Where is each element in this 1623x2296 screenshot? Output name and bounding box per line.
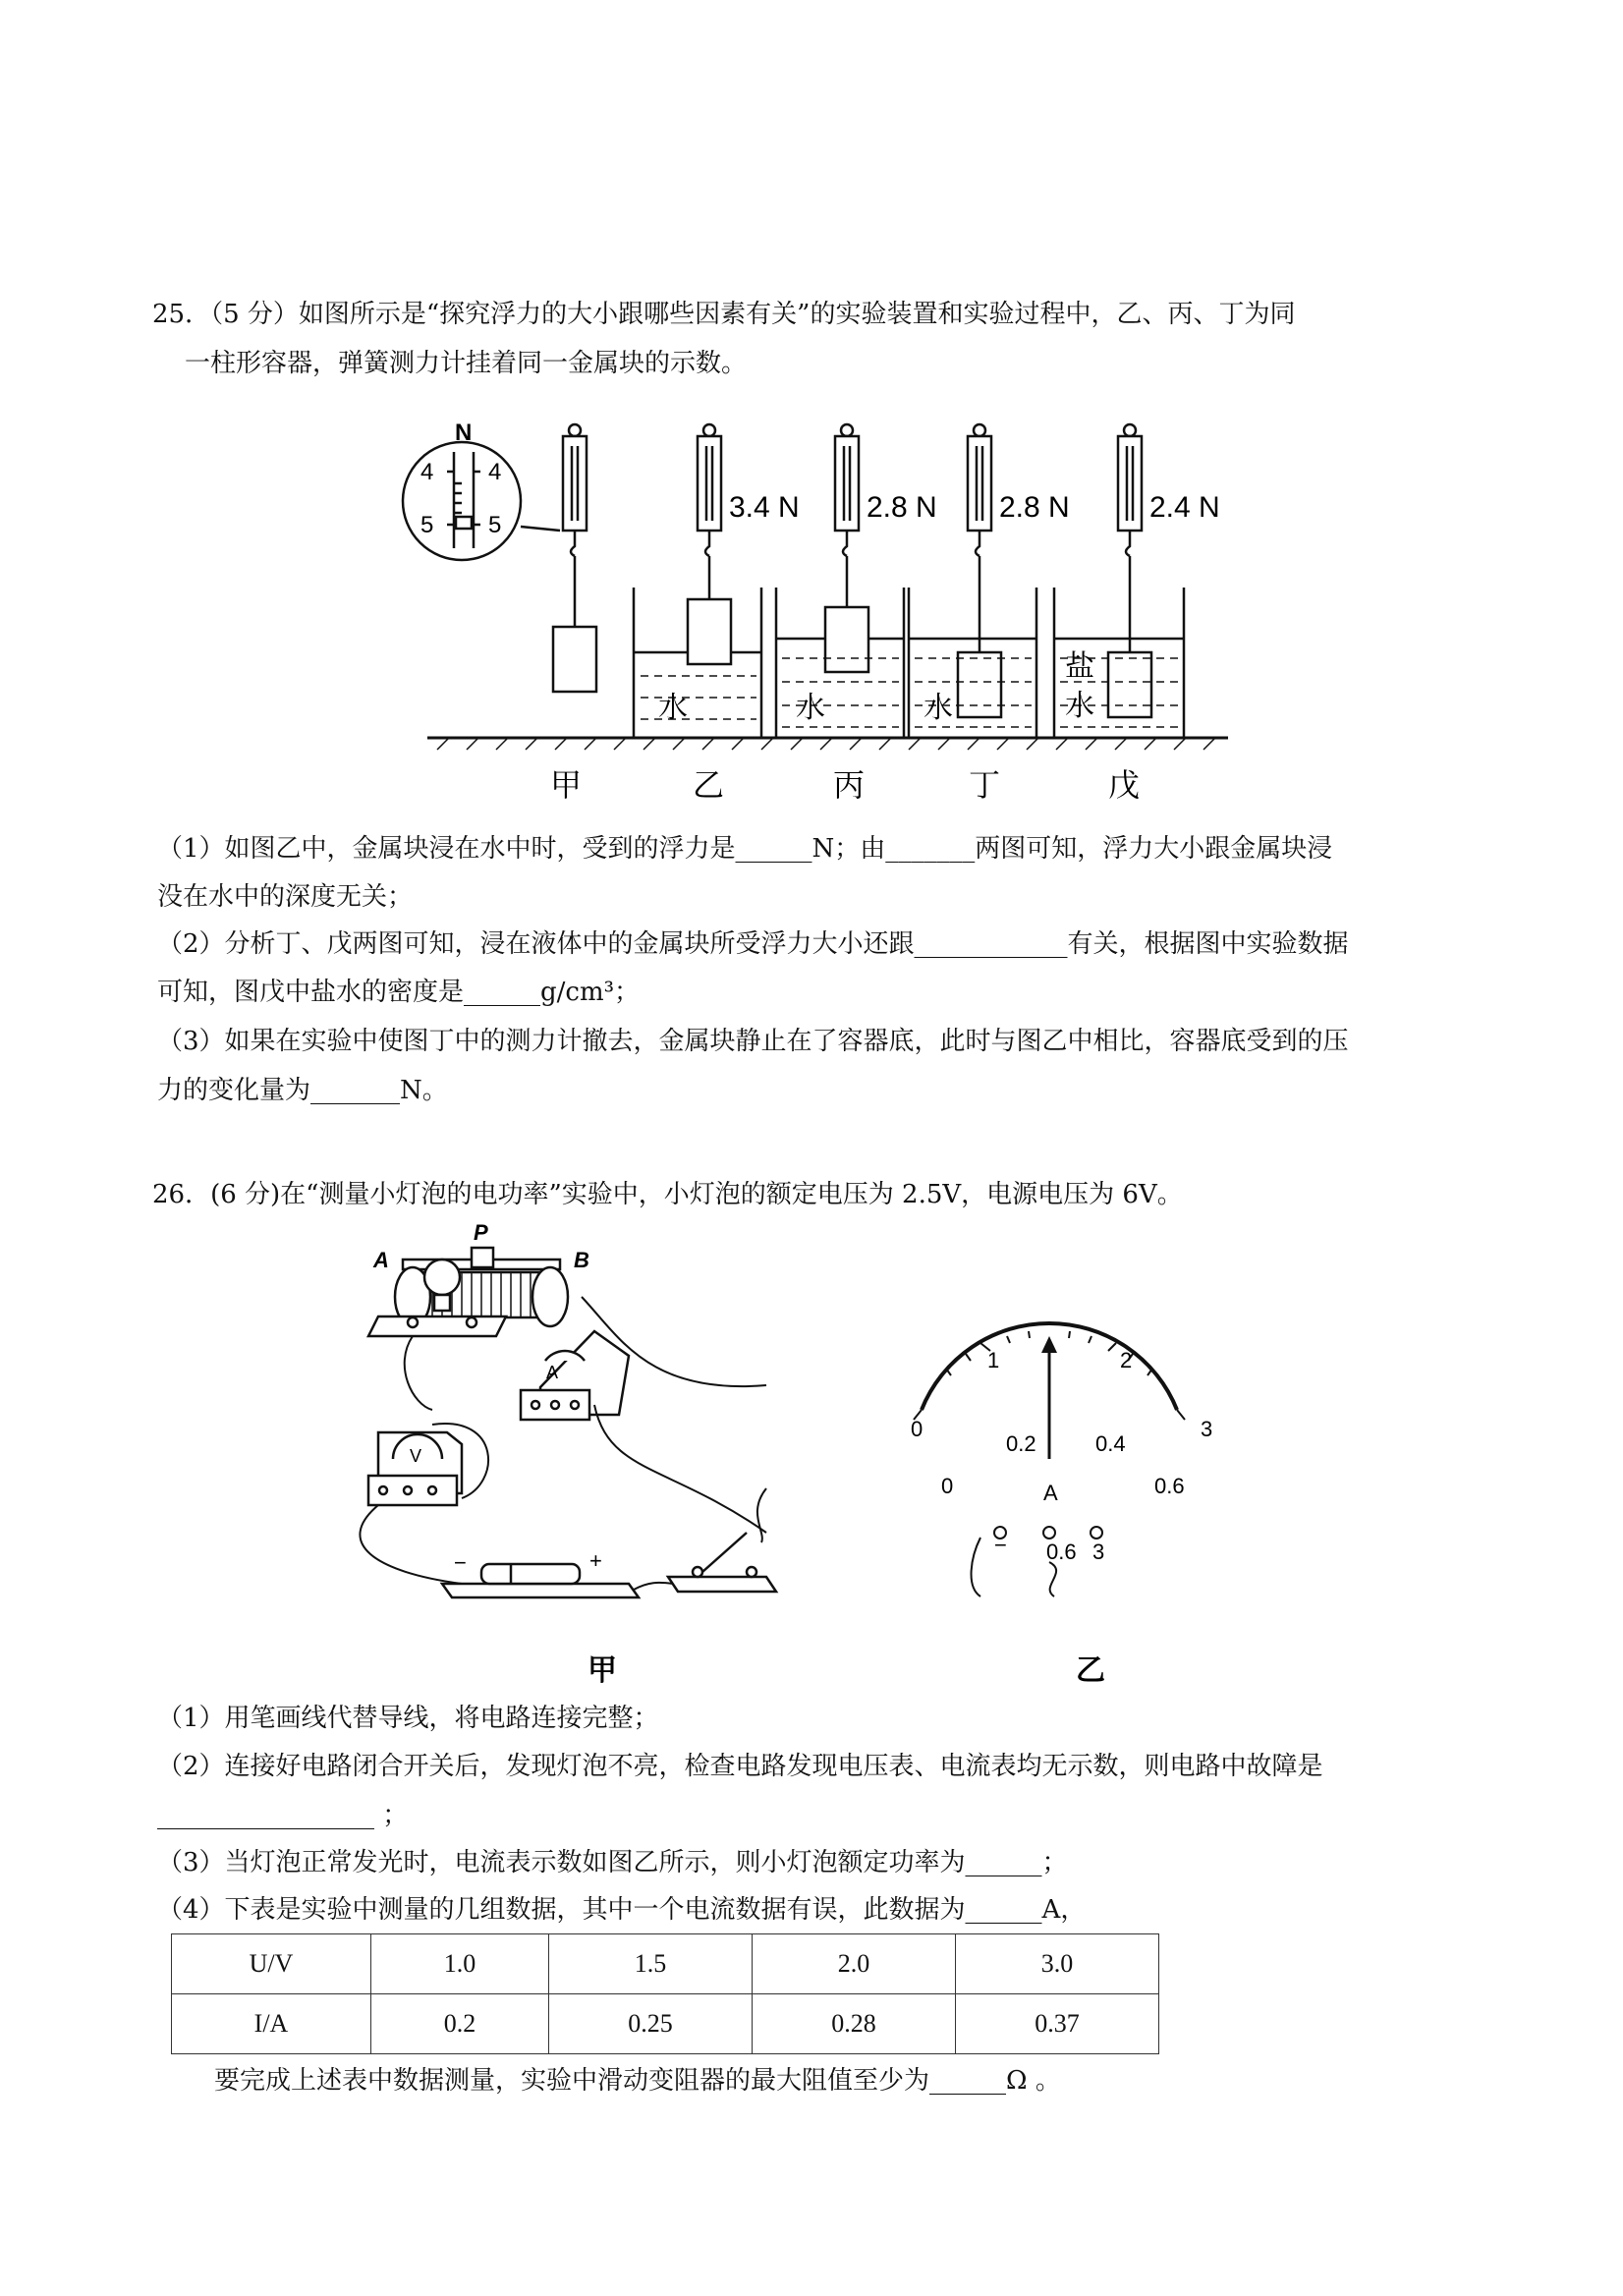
battery bbox=[442, 1564, 639, 1597]
reading-wu: 2.4 N bbox=[1149, 491, 1220, 524]
dial-terminal-3: 3 bbox=[1092, 1540, 1105, 1564]
label-yi: 乙 bbox=[693, 767, 725, 803]
q25-part1-line1: （1）如图乙中，金属块浸在水中时，受到的浮力是______N；由_______两图可知，浮力大小跟金属块浸 bbox=[157, 834, 1333, 864]
table-cell: 0.37 bbox=[956, 1994, 1159, 2054]
q25-part2-line1: （2）分析丁、戊两图可知，浸在液体中的金属块所受浮力大小还跟____________有关，根据图中实验数据 bbox=[157, 929, 1349, 959]
zoom-tick-4-right: 4 bbox=[488, 459, 502, 485]
rheostat bbox=[395, 1248, 568, 1326]
dial-top-1: 1 bbox=[987, 1348, 1000, 1372]
label-bing: 丙 bbox=[833, 767, 866, 803]
data-table bbox=[171, 1933, 1159, 2054]
ammeter bbox=[521, 1331, 629, 1420]
liquid-label-bing: 水 bbox=[796, 692, 825, 724]
battery-plus: + bbox=[589, 1548, 602, 1573]
q26-title: 26．(6 分)在“测量小灯泡的电功率”实验中，小灯泡的额定电压为 2.5V，电源电压为 6V。 bbox=[152, 1180, 1183, 1209]
liquid-label-ding: 水 bbox=[923, 692, 953, 724]
spring-scale-ding bbox=[968, 424, 991, 652]
switch bbox=[668, 1533, 776, 1592]
buoyancy-figure bbox=[393, 411, 1258, 813]
q26-part2-line2: _________________ ； bbox=[157, 1801, 409, 1830]
block-yi bbox=[688, 599, 731, 664]
liquid-label-yi: 水 bbox=[658, 692, 688, 724]
spring-scale-yi bbox=[698, 424, 721, 599]
dial-bottom-02: 0.2 bbox=[1006, 1431, 1036, 1456]
q25-part1-line2: 没在水中的深度无关； bbox=[157, 882, 414, 912]
dial-bottom-06: 0.6 bbox=[1154, 1474, 1185, 1498]
reading-bing: 2.8 N bbox=[867, 491, 937, 524]
label-circuit-jia: 甲 bbox=[588, 1654, 617, 1687]
label-ding: 丁 bbox=[969, 767, 1001, 803]
battery-minus: − bbox=[454, 1550, 467, 1575]
q26-part4: （4）下表是实验中测量的几组数据，其中一个电流数据有误，此数据为______A， bbox=[157, 1895, 1087, 1925]
dial-top-0: 0 bbox=[911, 1417, 923, 1441]
rheostat-terminal-b: B bbox=[574, 1248, 589, 1272]
block-ding bbox=[958, 652, 1001, 717]
ammeter-mark: A bbox=[546, 1363, 559, 1382]
ground-hatch bbox=[437, 738, 1215, 750]
label-jia: 甲 bbox=[550, 767, 583, 803]
q25-part3-line2: 力的变化量为_______N。 bbox=[157, 1076, 448, 1105]
table-cell: 0.25 bbox=[549, 1994, 753, 2054]
table-cell: 0.28 bbox=[753, 1994, 956, 2054]
dial-bottom-0: 0 bbox=[941, 1474, 954, 1498]
circuit-figure bbox=[354, 1218, 1297, 1690]
q25-title: 25．（5 分）如图所示是“探究浮力的大小跟哪些因素有关”的实验装置和实验过程中，乙、丙、丁为同 bbox=[152, 300, 1296, 329]
voltmeter bbox=[368, 1432, 462, 1505]
reading-ding: 2.8 N bbox=[999, 491, 1070, 524]
table-cell: 3.0 bbox=[956, 1934, 1159, 1994]
zoom-tick-5-left: 5 bbox=[420, 512, 434, 538]
q26-part1: （1）用笔画线代替导线，将电路连接完整； bbox=[157, 1704, 659, 1733]
rheostat-terminal-a: A bbox=[373, 1248, 389, 1272]
label-circuit-yi: 乙 bbox=[1076, 1654, 1105, 1687]
voltmeter-mark: V bbox=[410, 1446, 422, 1466]
q26-part2-line1: （2）连接好电路闭合开关后，发现灯泡不亮，检查电路发现电压表、电流表均无示数，则电路中故障是 bbox=[157, 1752, 1323, 1781]
zoom-tick-4-left: 4 bbox=[420, 459, 434, 485]
spring-scale-wu bbox=[1118, 424, 1142, 652]
table-cell: 1.5 bbox=[549, 1934, 753, 1994]
dial-unit: A bbox=[1043, 1481, 1058, 1505]
label-wu: 戊 bbox=[1108, 767, 1141, 803]
table-cell: 1.0 bbox=[371, 1934, 549, 1994]
spring-scale-jia bbox=[553, 424, 596, 692]
table-cell: 0.2 bbox=[371, 1994, 549, 2054]
block-bing bbox=[825, 607, 868, 672]
liquid-label-wu-1: 盐 bbox=[1065, 650, 1094, 683]
reading-yi: 3.4 N bbox=[729, 491, 800, 524]
table-cell: U/V bbox=[172, 1934, 371, 1994]
dial-terminal-06: 0.6 bbox=[1046, 1540, 1077, 1564]
q25-part2-line2: 可知，图戊中盐水的密度是______g/cm³； bbox=[157, 978, 641, 1007]
zoom-unit: N bbox=[455, 420, 473, 446]
zoom-tick-5-right: 5 bbox=[488, 512, 502, 538]
q26-part3: （3）当灯泡正常发光时，电流表示数如图乙所示，则小灯泡额定功率为______； bbox=[157, 1848, 1068, 1877]
dial-terminal-minus: − bbox=[994, 1533, 1007, 1557]
block-wu bbox=[1108, 652, 1151, 717]
table-cell: I/A bbox=[172, 1994, 371, 2054]
liquid-label-wu-2: 水 bbox=[1065, 690, 1094, 722]
q26-part5: 要完成上述表中数据测量，实验中滑动变阻器的最大阻值至少为______Ω 。 bbox=[214, 2066, 1061, 2096]
q25-part3-line1: （3）如果在实验中使图丁中的测力计撤去，金属块静止在了容器底，此时与图乙中相比，容器底受到的压 bbox=[157, 1027, 1349, 1056]
table-row bbox=[172, 1934, 1159, 1994]
dial-top-3: 3 bbox=[1201, 1417, 1213, 1441]
dial-top-2: 2 bbox=[1120, 1348, 1133, 1372]
q25-title-cont: 一柱形容器，弹簧测力计挂着同一金属块的示数。 bbox=[185, 349, 748, 378]
table-row bbox=[172, 1994, 1159, 2054]
dial-bottom-04: 0.4 bbox=[1095, 1431, 1126, 1456]
spring-scale-bing bbox=[835, 424, 859, 607]
table-cell: 2.0 bbox=[753, 1934, 956, 1994]
rheostat-slider-p: P bbox=[474, 1220, 488, 1245]
